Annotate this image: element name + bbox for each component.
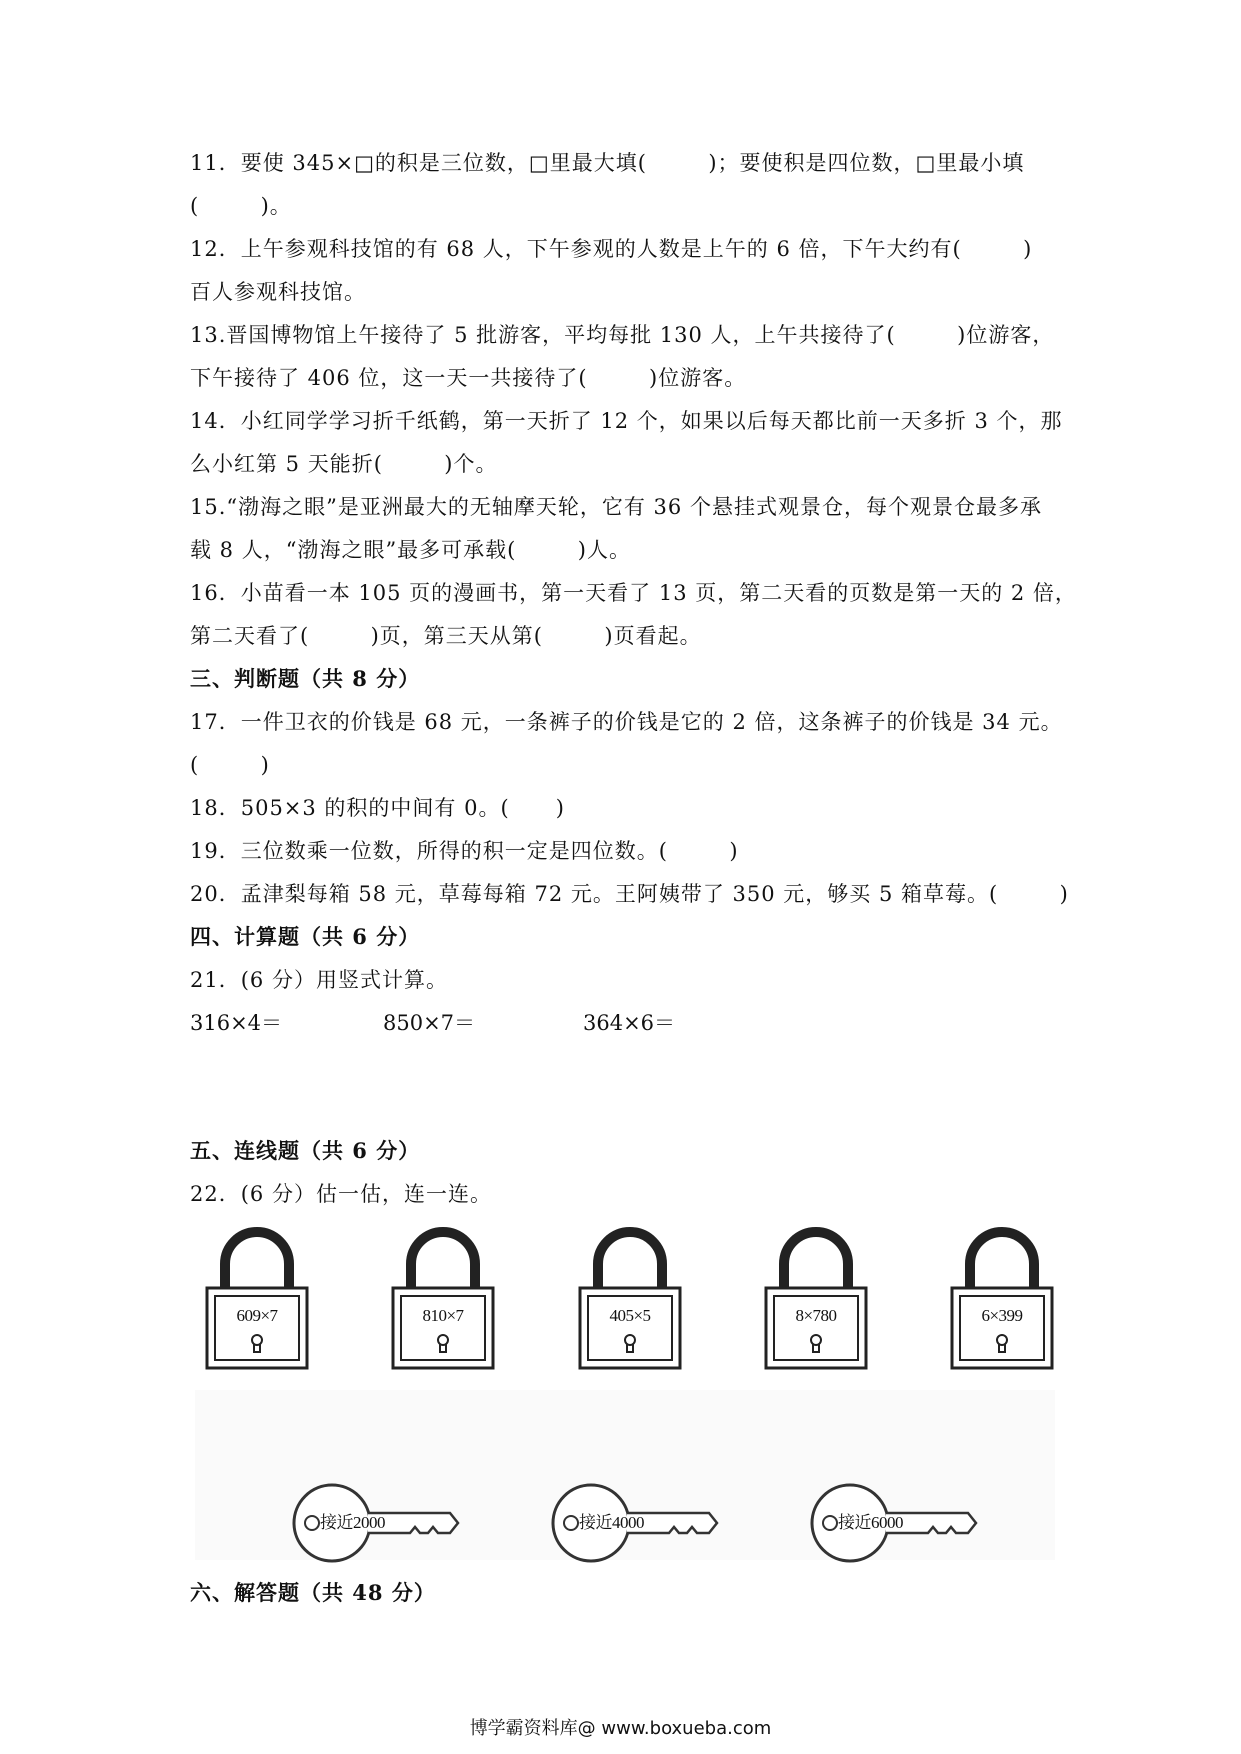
lock-3[interactable]: [570, 1222, 690, 1372]
question-17-line-2: ( ): [190, 753, 270, 777]
section-5-heading: 五、连线题（共 6 分）: [190, 1138, 421, 1163]
question-14-line-1: 14．小红同学学习折千纸鹤，第一天折了 12 个，如果以后每天都比前一天多折 3 个，那: [190, 409, 1063, 433]
lock-expression: 609×7: [236, 1306, 278, 1325]
question-22: 22．(6 分）估一估，连一连。: [190, 1182, 492, 1206]
question-13-line-1: 13.晋国博物馆上午接待了 5 批游客，平均每批 130 人，上午共接待了( )位游客，: [190, 323, 1055, 347]
section-4-heading: 四、计算题（共 6 分）: [190, 924, 421, 949]
key-1[interactable]: [292, 1480, 462, 1566]
footer-watermark: 博学霸资料库@ www.boxueba.com: [469, 1718, 772, 1739]
padlock-icon: [570, 1222, 690, 1372]
padlock-icon: [942, 1222, 1062, 1372]
key-2[interactable]: [551, 1480, 721, 1566]
question-20: 20．孟津梨每箱 58 元，草莓每箱 72 元。王阿姨带了 350 元，够买 5 箱草莓。( ): [190, 882, 1069, 906]
lock-expression: 8×780: [795, 1306, 837, 1325]
section-6-heading: 六、解答题（共 48 分）: [190, 1580, 436, 1605]
key-3[interactable]: [810, 1480, 980, 1566]
calc-item-1: 316×4＝: [190, 1011, 283, 1035]
question-13-line-2: 下午接待了 406 位，这一天一共接待了( )位游客。: [190, 366, 747, 390]
question-21: 21．(6 分）用竖式计算。: [190, 968, 448, 992]
calc-item-3: 364×6＝: [583, 1011, 676, 1035]
question-18: 18．505×3 的积的中间有 0。( ): [190, 796, 565, 820]
lock-expression: 405×5: [609, 1306, 651, 1325]
question-11-line-2: ( )。: [190, 194, 292, 218]
question-14-line-2: 么小红第 5 天能折( )个。: [190, 452, 498, 476]
question-11-line-1: 11．要使 345×□的积是三位数，□里最大填( )；要使积是四位数，□里最小填: [190, 151, 1025, 175]
lock-expression: 6×399: [981, 1306, 1023, 1325]
question-17-line-1: 17．一件卫衣的价钱是 68 元，一条裤子的价钱是它的 2 倍，这条裤子的价钱是 34 元。: [190, 710, 1063, 734]
lock-5[interactable]: [942, 1222, 1062, 1372]
key-estimate: 接近4000: [579, 1513, 644, 1532]
padlock-icon: [383, 1222, 503, 1372]
lock-2[interactable]: [383, 1222, 503, 1372]
padlock-icon: [197, 1222, 317, 1372]
question-12-line-2: 百人参观科技馆。: [190, 280, 366, 304]
section-3-heading: 三、判断题（共 8 分）: [190, 666, 421, 691]
question-15-line-1: 15.“渤海之眼”是亚洲最大的无轴摩天轮，它有 36 个悬挂式观景仓，每个观景仓最多承: [190, 495, 1042, 519]
lock-expression: 810×7: [422, 1306, 464, 1325]
lock-1[interactable]: [197, 1222, 317, 1372]
question-19: 19．三位数乘一位数，所得的积一定是四位数。( ): [190, 839, 739, 863]
padlock-icon: [756, 1222, 876, 1372]
key-estimate: 接近6000: [838, 1513, 903, 1532]
lock-4[interactable]: [756, 1222, 876, 1372]
question-12-line-1: 12．上午参观科技馆的有 68 人，下午参观的人数是上午的 6 倍，下午大约有( ): [190, 237, 1033, 261]
question-16-line-2: 第二天看了( )页，第三天从第( )页看起。: [190, 624, 702, 648]
key-estimate: 接近2000: [320, 1513, 385, 1532]
calc-item-2: 850×7＝: [383, 1011, 476, 1035]
question-16-line-1: 16．小苗看一本 105 页的漫画书，第一天看了 13 页，第二天看的页数是第一天的 2 倍，: [190, 581, 1077, 605]
question-15-line-2: 载 8 人，“渤海之眼”最多可承载( )人。: [190, 538, 631, 562]
